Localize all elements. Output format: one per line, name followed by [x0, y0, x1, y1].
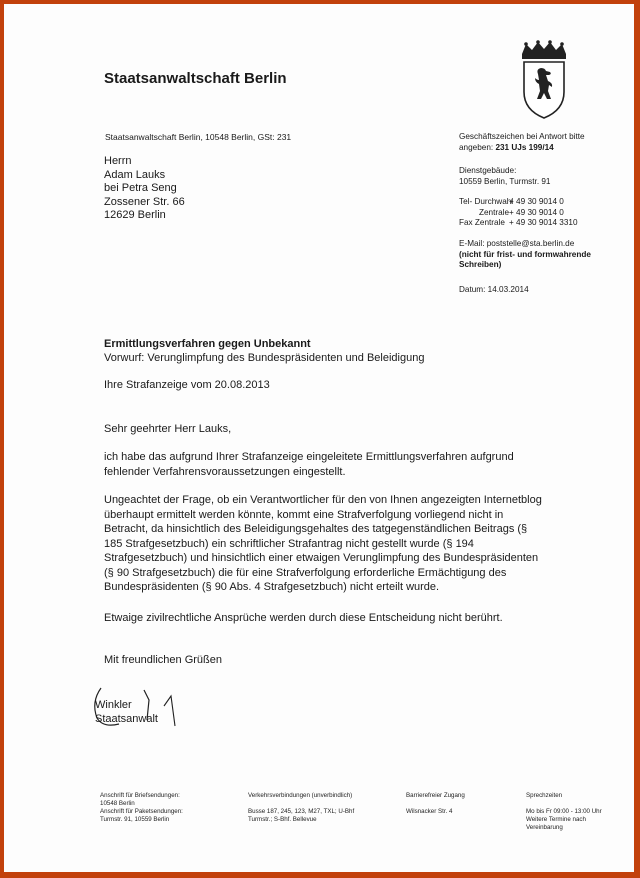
- footer-text: Busse 187, 245, 123, M27, TXL; U-Bhf: [248, 808, 355, 815]
- phone-label: Zentrale: [479, 207, 510, 217]
- closing-phrase: Mit freundlichen Grüßen: [104, 654, 222, 666]
- footer-text: Weitere Termine nach: [526, 816, 586, 823]
- reference-line: [459, 143, 585, 154]
- signer-title: Staatsanwalt: [95, 713, 158, 725]
- text-line: 185 Strafgesetzbuch) ein schriftlicher Strafantrag nicht gestellt wurde (§ 194: [104, 537, 474, 550]
- recipient-line: Adam Lauks: [104, 168, 166, 181]
- text-line: fehlender Verfahrensvoraussetzungen eingestellt.: [104, 465, 346, 478]
- signer-name: Winkler: [95, 699, 132, 711]
- phone-row: [459, 197, 578, 208]
- footer-text: Mo bis Fr 09:00 - 13:00 Uhr: [526, 808, 602, 815]
- phone-value: + 49 30 9014 3310: [509, 218, 578, 227]
- email-note: Schreiben): [459, 260, 502, 269]
- footer-text: Wilsnacker Str. 4: [406, 808, 453, 815]
- complaint-reference: Ihre Strafanzeige vom 20.08.2013: [104, 379, 270, 391]
- text-line: Ungeachtet der Frage, ob ein Verantwortlicher für den von Ihnen angezeigten Internetblog: [104, 494, 542, 506]
- paragraph-reasoning: [104, 493, 542, 595]
- paragraph-civil-claims: Etwaige zivilrechtliche Ansprüche werden durch diese Entscheidung nicht berührt.: [104, 612, 503, 624]
- footer-hours: [526, 792, 602, 832]
- phone-value: + 49 30 9014 0: [509, 197, 564, 206]
- footer-text: Anschrift für Paketsendungen:: [100, 808, 183, 815]
- reference-label: Geschäftszeichen bei Antwort bitte: [459, 132, 585, 141]
- footer-access: [406, 792, 465, 816]
- email-address: E-Mail: poststelle@sta.berlin.de: [459, 239, 575, 248]
- text-line: Betracht, da hinsichtlich des Beleidigungsgehaltes des tatgegenständlichen Beitrags (§: [104, 523, 528, 535]
- signer-block: [95, 698, 158, 726]
- footer-addresses: [100, 792, 183, 824]
- recipient-line: 12629 Berlin: [104, 209, 166, 221]
- recipient-line: bei Petra Seng: [104, 182, 177, 194]
- reference-number: 231 UJs 199/14: [495, 142, 554, 152]
- phone-block: [459, 197, 578, 229]
- text-line: ich habe das aufgrund Ihrer Strafanzeige eingeleitete Ermittlungsverfahren aufgrund: [104, 451, 514, 463]
- subject-accusation: Vorwurf: Verunglimpfung des Bundespräsidenten und Beleidigung: [104, 352, 425, 364]
- footer-label: Verkehrsverbindungen (unverbindlich): [248, 792, 353, 799]
- building-block: [459, 166, 550, 187]
- footer-text: Anschrift für Briefsendungen:: [100, 792, 180, 799]
- text-line: Bundespräsidenten (§ 90 Abs. 4 Strafgesetzbuch) nicht erteilt wurde.: [104, 581, 440, 593]
- authority-title: Staatsanwaltschaft Berlin: [104, 70, 287, 87]
- letter-page: [4, 4, 634, 872]
- reference-prefix: angeben:: [459, 142, 494, 152]
- berlin-coat-of-arms-icon: [514, 40, 574, 125]
- footer-text: 10548 Berlin: [100, 800, 135, 807]
- salutation: Sehr geehrter Herr Lauks,: [104, 423, 232, 435]
- phone-label: Fax Zentrale: [459, 218, 505, 227]
- phone-label: Tel- Durchwahl: [459, 197, 514, 206]
- recipient-line: Zossener Str. 66: [104, 195, 185, 208]
- email-block: [459, 239, 591, 271]
- paragraph-dismissal: [104, 450, 514, 479]
- text-line: überhaupt ermittelt werden könnte, kommt eine Strafverfolgung vorliegend nicht in: [104, 508, 504, 521]
- footer-label: Sprechzeiten: [526, 792, 563, 799]
- footer-transport: [248, 792, 354, 824]
- phone-row: [459, 218, 578, 229]
- subject-title: Ermittlungsverfahren gegen Unbekannt: [104, 338, 311, 350]
- email-note: (nicht für frist- und formwahrende: [459, 249, 591, 259]
- phone-row: [459, 208, 578, 219]
- recipient-line: Herrn: [104, 155, 132, 167]
- footer-label: Barrierefreier Zugang: [406, 792, 465, 799]
- recipient-address: [104, 155, 185, 223]
- footer-text: Vereinbarung: [526, 824, 563, 831]
- sender-return-line: Staatsanwaltschaft Berlin, 10548 Berlin, GSt: 231: [105, 132, 292, 142]
- building-address: 10559 Berlin, Turmstr. 91: [459, 176, 551, 186]
- phone-value: + 49 30 9014 0: [509, 207, 564, 217]
- text-line: Strafgesetzbuch) und hinsichtlich einer etwaigen Verunglimpfung des Bundespräsidenten: [104, 552, 539, 564]
- footer-text: Turmstr.; S-Bhf. Bellevue: [248, 816, 317, 823]
- footer-text: Turmstr. 91, 10559 Berlin: [100, 816, 170, 823]
- text-line: (§ 90 Strafgesetzbuch) die für eine Strafverfolgung erforderliche Ermächtigung des: [104, 566, 507, 579]
- building-label: Dienstgebäude:: [459, 166, 517, 175]
- reference-block: [459, 132, 585, 153]
- letter-date: Datum: 14.03.2014: [459, 285, 529, 294]
